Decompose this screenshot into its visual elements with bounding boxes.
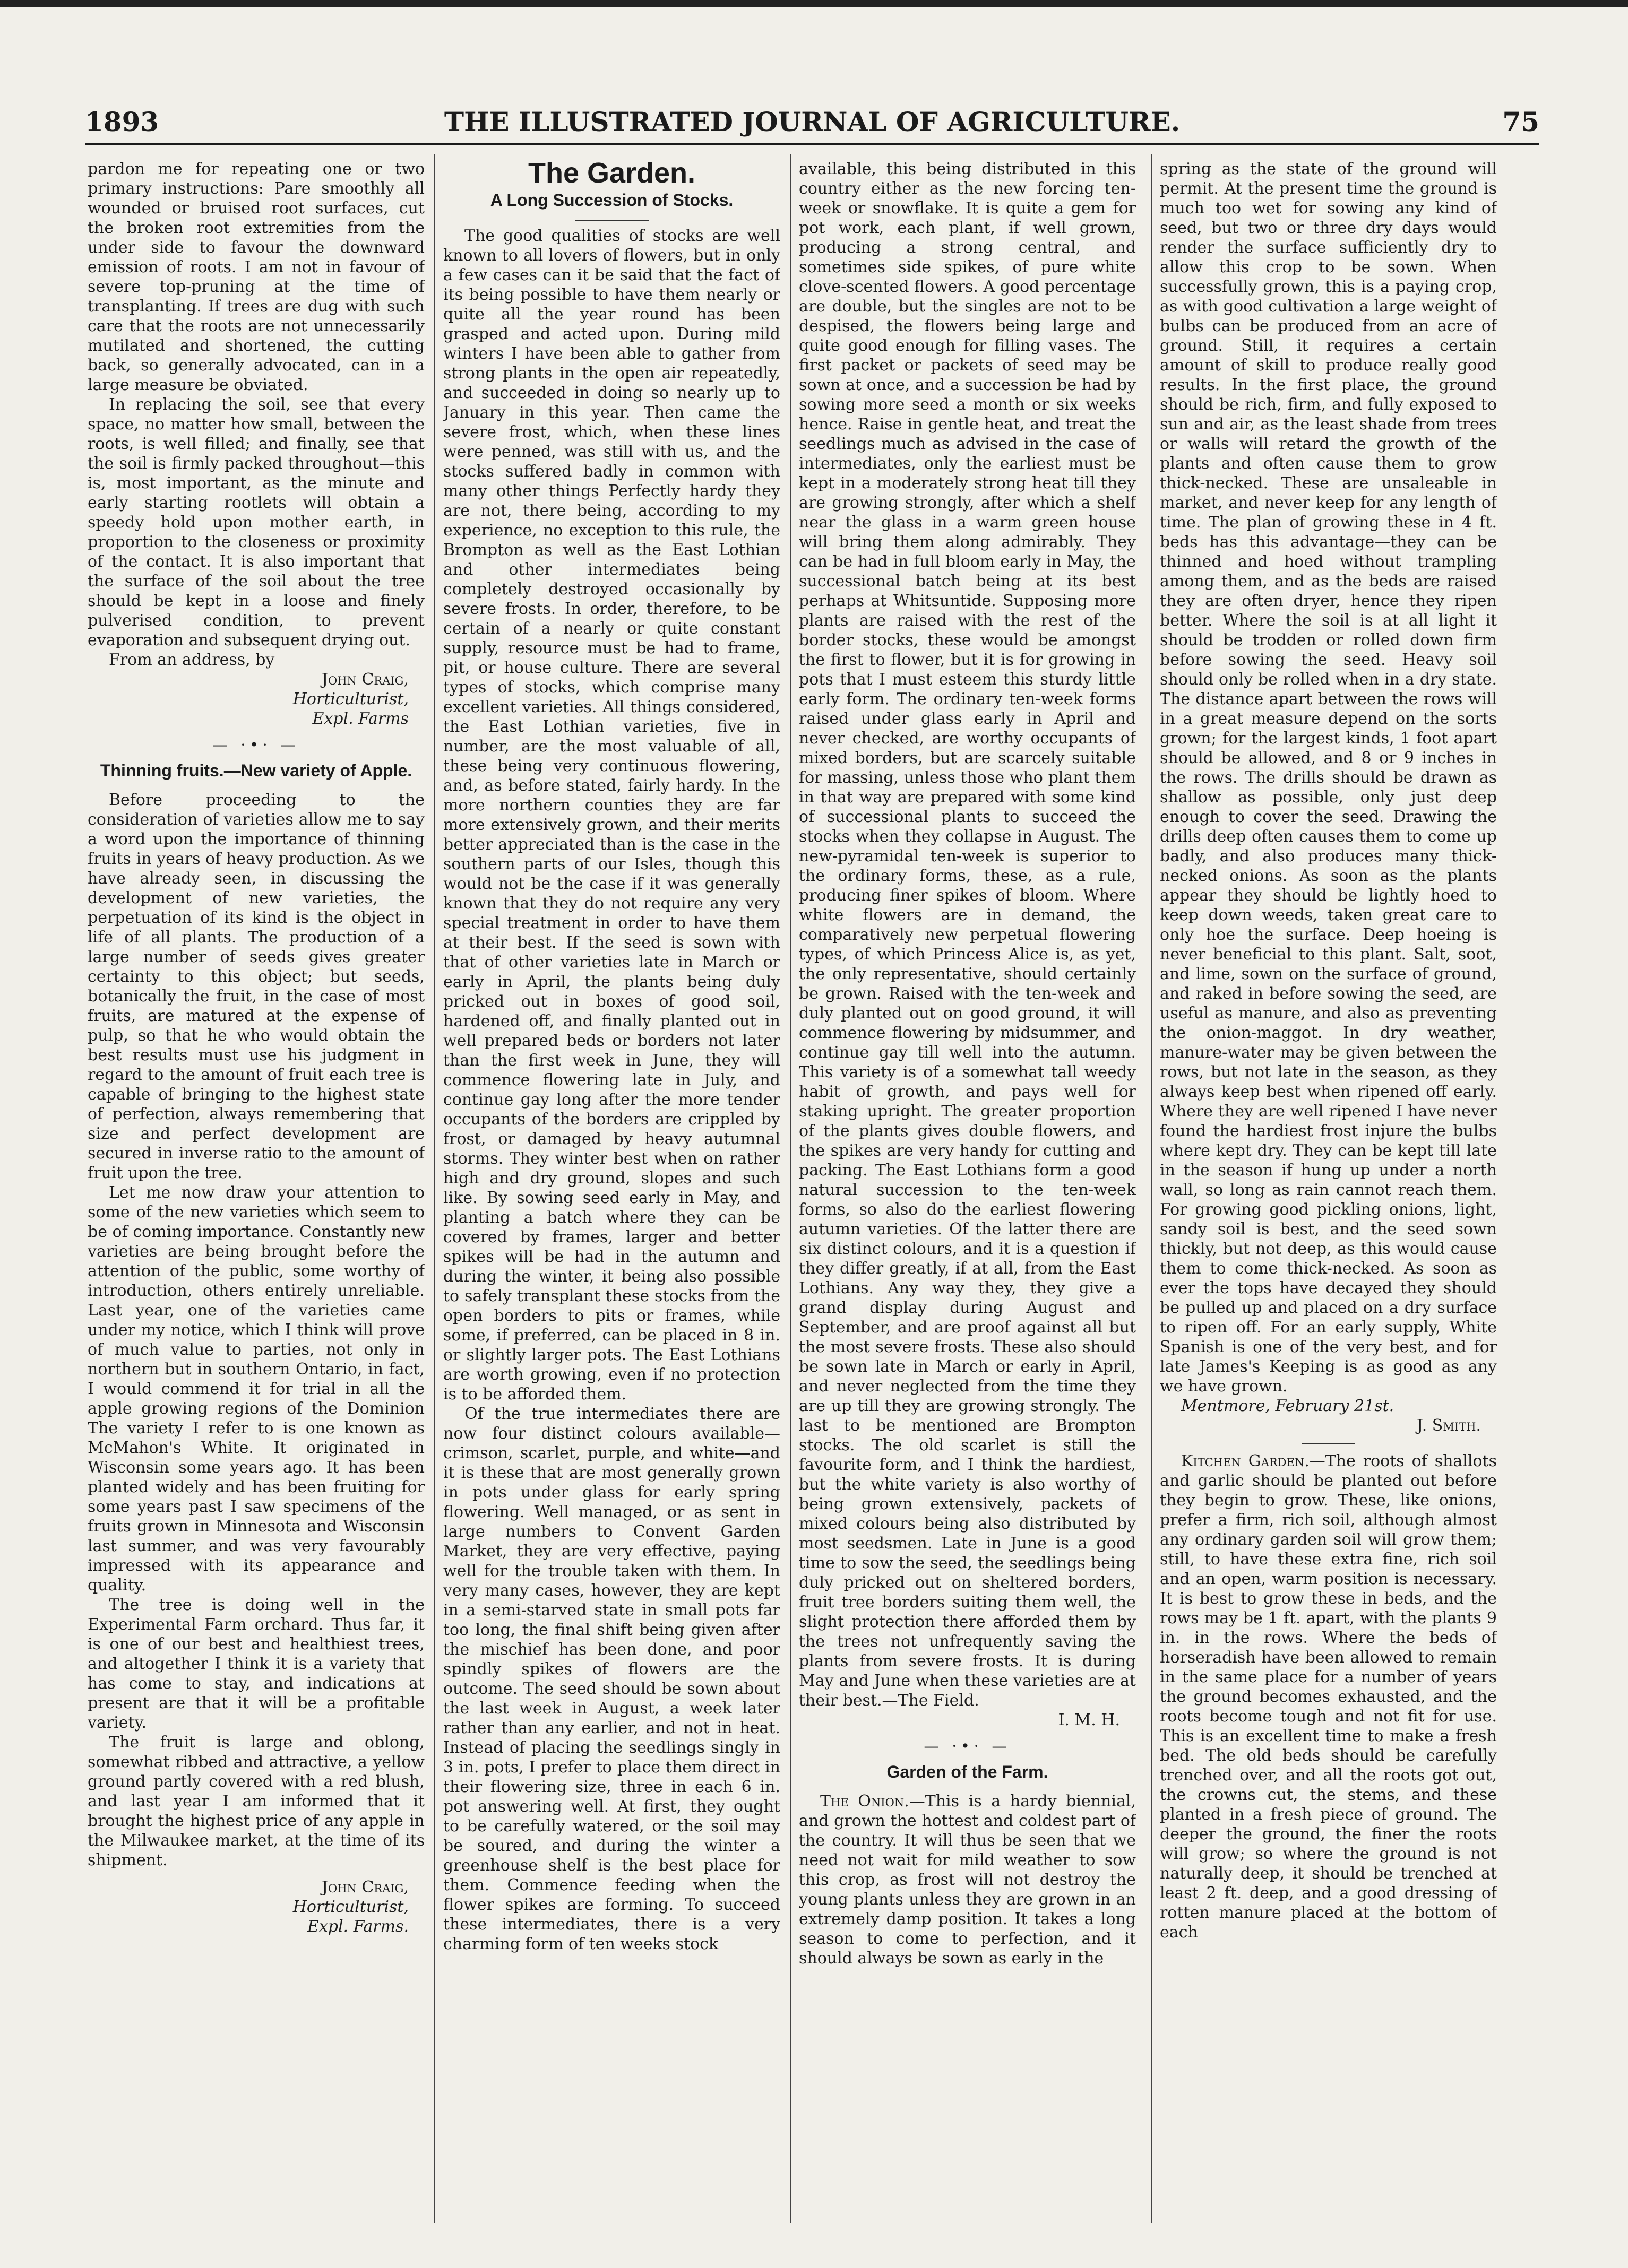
paragraph: The fruit is large and oblong, somewhat ribbed and attractive, a yellow ground partly covered with a red blush, and last year I am informed that it brought the highest price of any apple in the Milwaukee market, at the time of its shipment. [88,1733,425,1869]
separator-ornament: — ·•· — [924,1737,1011,1755]
separator-rule [1302,1443,1355,1444]
lead-in: The Onion. [820,1792,909,1811]
column-4 [1160,159,1497,2218]
article-title: A Long Succession of Stocks. [490,191,734,210]
paragraph: Let me now draw your attention to some of the new varieties which seem to be of coming importance. Constantly new varieties are being brought before the attention of the public, some worthy of introduction, others entirely unreliable. Last year, one of the varieties came under my notice, which I think will prove of much value to parties, not only in northern but in southern Ontario, in fact, I would commend it for trial in all the apple growing regions of the Dominion The variety I refer to is one known as McMahon's White. It originated in Wisconsin some years ago. It has been planted widely and has been fruiting for some years past I saw specimens of the fruits grown in Minnesota and Wisconsin last summer, and was very favourably impressed with its appearance and quality. [88,1183,425,1595]
author-org: Expl. Farms. [307,1917,409,1936]
paragraph: The good qualities of stocks are well known to all lovers of flowers, but in only a few cases can it be said that the fact of its being possible to have them nearly or quite all the year round has been grasped and acted upon. During mild winters I have been able to gather from strong plants in the open air repeatedly, and succeeded in doing so nearly up to January in this year. Then came the severe frost, which, when these lines were penned, was still with us, and the stocks suffered badly in common with many other things Perfectly hardy they are not, there being, according to my experience, no exception to this rule, the Brompton as well as the East Lothian and other intermediates being completely destroyed occasionally by severe frosts. In order, therefore, to be certain of a nearly or quite constant supply, resource must be had to frame, pit, or house culture. There are several types of stocks, which comprise many excellent varieties. All things considered, the East Lothian varieties, five in number, are the most valuable of all, these being very continuous flowering, and, as before stated, fairly hardy. In the more northern counties they are far more extensively grown, and their merits better appreciated than is the case in the southern parts of our Isles, though this would not be the case if it was generally known that they do not require any very special treatment in order to have them at their best. If the seed is sown with that of other varieties late in March or early in April, the plants being duly pricked out in boxes of good soil, hardened off, and finally planted out in well prepared beds or borders not later than the first week in June, they will commence flowering late in July, and continue gay long after the more tender occupants of the borders are crippled by frost, or damaged by heavy autumnal storms. They winter best when on rather high and dry ground, slopes and such like. By sowing seed early in May, and planting a batch where they can be covered by frames, larger and better spikes will be had in the autumn and during the winter, it being also possible to safely transplant these stocks from the open borders to pits or frames, while some, if preferred, can be placed in 8 in. or slightly larger pots. The East Lothians are worth growing, even if no protection is to be afforded them. [443,227,780,1404]
header-rule [85,143,1539,145]
column-3 [799,159,1136,2218]
article-title: Thinning fruits.—New variety of Apple. [100,761,412,780]
paragraph: The tree is doing well in the Experimental Farm orchard. Thus far, it is one of our best and healthiest trees, and altogether I think it is a variety that has come to stay, and indications at present are that it will be a profitable variety. [88,1596,425,1732]
paragraph-text: —This is a hardy biennial, and grown the hottest and coldest part of the country. It will thus be seen that we need not wait for mild weather to sow this crop, as frost will not destroy the young plants unless they are grown in an extremely damp position. It takes a long season to come to perfection, and it should always be sown as early in the [799,1792,1136,1968]
author-name: John Craig, [321,670,409,689]
dateline: Mentmore, February 21st. [1181,1397,1394,1415]
column-divider [1151,154,1152,2223]
journal-title: THE ILLUSTRATED JOURNAL OF AGRICULTURE. [444,106,1181,137]
scan-edge [0,0,1628,7]
paragraph: Before proceeding to the consideration of varieties allow me to say a word upon the importance of thinning fruits in years of heavy production. As we have already seen, in discussing the development of new varieties, the perpetuation of its kind is the object in life of all plants. The production of a large number of seeds gives greater certainty to this object; but seeds, botanically the fruit, in the case of most fruits, are matured at the expense of pulp, so that he who would obtain the best results must use his judgment in regard to the amount of fruit each tree is capable of bringing to the highest state of perfection, always remembering that size and perfect development are secured in inverse ratio to the amount of fruit upon the tree. [88,791,425,1182]
column-1 [88,159,425,2218]
lead-in: Kitchen Garden. [1181,1452,1310,1470]
paragraph: Of the true intermediates there are now four distinct colours available—crimson, scarlet, purple, and white—and it is these that are most generally grown in pots under glass for early spring flowering. Well managed, or as sent in large numbers to Convent Garden Market, they are very effective, paying well for the trouble taken with them. In very many cases, however, they are kept in a semi-starved state in small pots far too long, the final shift being given after the mischief has been done, and poor spindly spikes of flowers are the outcome. The seed should be sown about the last week in August, a week later rather than any earlier, and not in heat. Instead of placing the seedlings singly in 3 in. pots, I prefer to place them direct in their flowering size, three in each 6 in. pot answering well. At first, they ought to be carefully watered, or the soil may be soured, and during the winter a greenhouse shelf is the best place for them. Commence feeding when the flower spikes are forming. To succeed these intermediates, there is a very charming form of ten weeks stock [443,1405,780,1953]
column-divider [434,154,435,2223]
paragraph [1160,1451,1497,1942]
paragraph: spring as the state of the ground will permit. At the present time the ground is much too wet for sowing any kind of seed, but two or three dry days would render the surface sufficiently dry to allow this crop to be sown. When successfully grown, this is a paying crop, as with good cultivation a large weight of bulbs can be produced from an acre of ground. Still, it requires a certain amount of skill to produce really good results. In the first place, the ground should be rich, firm, and fully exposed to sun and air, as the least shade from trees or walls will retard the growth of the plants and often cause them to grow thick-necked. These are unsaleable in market, and never keep for any length of time. The plan of growing these in 4 ft. beds has this advantage—they can be thinned and hoed without trampling among them, and as the beds are raised they are often dryer, hence they ripen better. Where the soil is at all light it should be trodden or rolled down firm before sowing the seed. Heavy soil should only be rolled when in a dry state. The distance apart between the rows will in a great measure depend on the sorts grown; for the largest kinds, 1 foot apart should be allowed, and 8 or 9 inches in the rows. The drills should be drawn as shallow as possible, only just deep enough to cover the seed. Drawing the drills deep often causes them to come up badly, and also produces many thick-necked onions. As soon as the plants appear they should be lightly hoed to keep down weeds, taken great care to only hoe the surface. Deep hoeing is never beneficial to this plant. Salt, soot, and lime, sown on the surface of ground, and raked in before sowing the seed, are useful as manure, and also as preventing the onion-maggot. In dry weather, manure-water may be given between the rows, but not late in the season, as they always keep best when ripened off early. Where they are well ripened I have never found the hardiest frost injure the bulbs where kept dry. They can be kept till late in the season if hung up under a north wall, so long as rain cannot reach them. For growing good pickling onions, light, sandy soil is best, and the seed sown thickly, but not deep, as this would cause them to come thick-necked. As soon as ever the tops have decayed they should be pulled up and placed on a dry surface to ripen off. For an early supply, White Spanish is one of the very best, and for late James's Keeping is as good as any we have grown. [1160,160,1497,1396]
author-name: J. Smith. [1417,1416,1481,1435]
column-divider [790,154,791,2223]
paragraph-text: —The roots of shallots and garlic should be planted out before they begin to grow. These, like onions, prefer a firm, rich soil, although almost any ordinary garden soil will grow them; still, to have these extra fine, rich soil and an open, warm position is necessary. It is best to grow these in beds, and the rows may be 1 ft. apart, with the plants 9 in. in the rows. Where the beds of horseradish have been allowed to remain in the same place for a number of years the ground becomes exhausted, and the roots become tough and not fit for use. This is an excellent time to make a fresh bed. The old beds should be carefully trenched over, and all the roots got out, the crowns cut, the stems, and these planted in a fresh piece of ground. The deeper the ground, the finer the roots will grow; so where the ground is not naturally deep, it should be trenched at least 2 ft. deep, and a good dressing of rotten manure placed at the bottom of each [1160,1452,1497,1942]
page-number: 75 [1502,106,1539,137]
author-title: Horticulturist, [292,1898,409,1916]
author-org: Expl. Farms [312,709,409,728]
page-header [85,106,1539,143]
author-name: John Craig, [321,1878,409,1897]
paragraph [799,1791,1136,1968]
separator-ornament: — ·•· — [212,736,300,754]
author-title: Horticulturist, [292,690,409,708]
paragraph: available, this being distributed in this country either as the new forcing ten-week or snowflake. It is quite a gem for pot work, each plant, if well grown, producing a strong central, and sometimes side spikes, of pure white clove-scented flowers. A good percentage are double, but the singles are not to be despised, the flowers being large and quite good enough for filling vases. The first packet or packets of seed may be sown at once, and a succession be had by sowing more seed a month or six weeks hence. Raise in gentle heat, and treat the seedlings much as advised in the case of intermediates, only the earliest must be kept in a moderately strong heat till they are growing strongly, after which a shelf near the glass in a warm green house will bring them along admirably. They can be had in full bloom early in May, the successional batch being at its best perhaps at Whitsuntide. Supposing more plants are raised with the rest of the border stocks, these would be amongst the first to flower, but it is for growing in pots that I must esteem this sturdy little early form. The ordinary ten-week forms raised under glass early in April and never checked, are worthy occupants of mixed borders, but are scarcely suitable for massing, unless those who plant them in that way are prepared with some kind of successional plants to succeed the stocks when they collapse in August. The new-pyramidal ten-week is superior to the ordinary forms, these, as a rule, producing finer spikes of bloom. Where white flowers are in demand, the comparatively new perpetual flowering types, of which Princess Alice is, as yet, the only representative, should certainly be grown. Raised with the ten-week and duly planted out on good ground, it will commence flowering by midsummer, and continue gay till well into the autumn. This variety is of a somewhat tall weedy habit of growth, and pays well for staking upright. The greater proportion of the plants gives double flowers, and the spikes are very handy for cutting and packing. The East Lothians form a good natural succession to the ten-week forms, so also do the earliest flowering autumn varieties. Of the latter there are six distinct colours, and it is a question if they differ greatly, if at all, from the East Lothians. Any way they, they give a grand display during August and September, and are proof against all but the most severe frosts. These also should be sown late in March or early in April, and never neglected from the time they are up till they are growing strongly. The last to be mentioned are Brompton stocks. The old scarlet is still the favourite form, and I think the hardiest, but the white variety is also worthy of being grown extensively, packets of mixed colours being also distributed by most seedsmen. Late in June is a good time to sow the seed, the seedlings being duly pricked out on sheltered borders, fruit tree borders suiting them well, the slight protection there afforded them by the trees not unfrequently saving the plants from severe frosts. It is during May and June when these varieties are at their best.—The Field. [799,160,1136,1710]
section-title: Garden of the Farm. [886,1762,1048,1781]
attribution: From an address, by [109,651,275,669]
section-title: The Garden. [528,159,696,189]
title-rule [575,220,649,221]
column-2 [443,159,780,2218]
author-initials: I. M. H. [1058,1711,1120,1729]
header-year: 1893 [85,106,159,137]
paragraph: pardon me for repeating one or two primary instructions: Pare smoothly all wounded or bruised root surfaces, cut the broken root extremities from the under side to favour the downward emission of roots. I am not in favour of severe top-pruning at the time of transplanting. If trees are dug with such care that the roots are not unnecessarily mutilated and shortened, the cutting back, so generally advocated, can in a large measure be obviated. [88,160,425,394]
paragraph: In replacing the soil, see that every space, no matter how small, between the roots, is well filled; and finally, see that the soil is firmly packed throughout—this is, most important, as the minute and early starting rootlets will obtain a speedy hold upon mother earth, in proportion to the closeness or proximity of the contact. It is also important that the surface of the soil about the tree should be kept in a loose and finely pulverised condition, to prevent evaporation and subsequent drying out. [88,395,425,650]
